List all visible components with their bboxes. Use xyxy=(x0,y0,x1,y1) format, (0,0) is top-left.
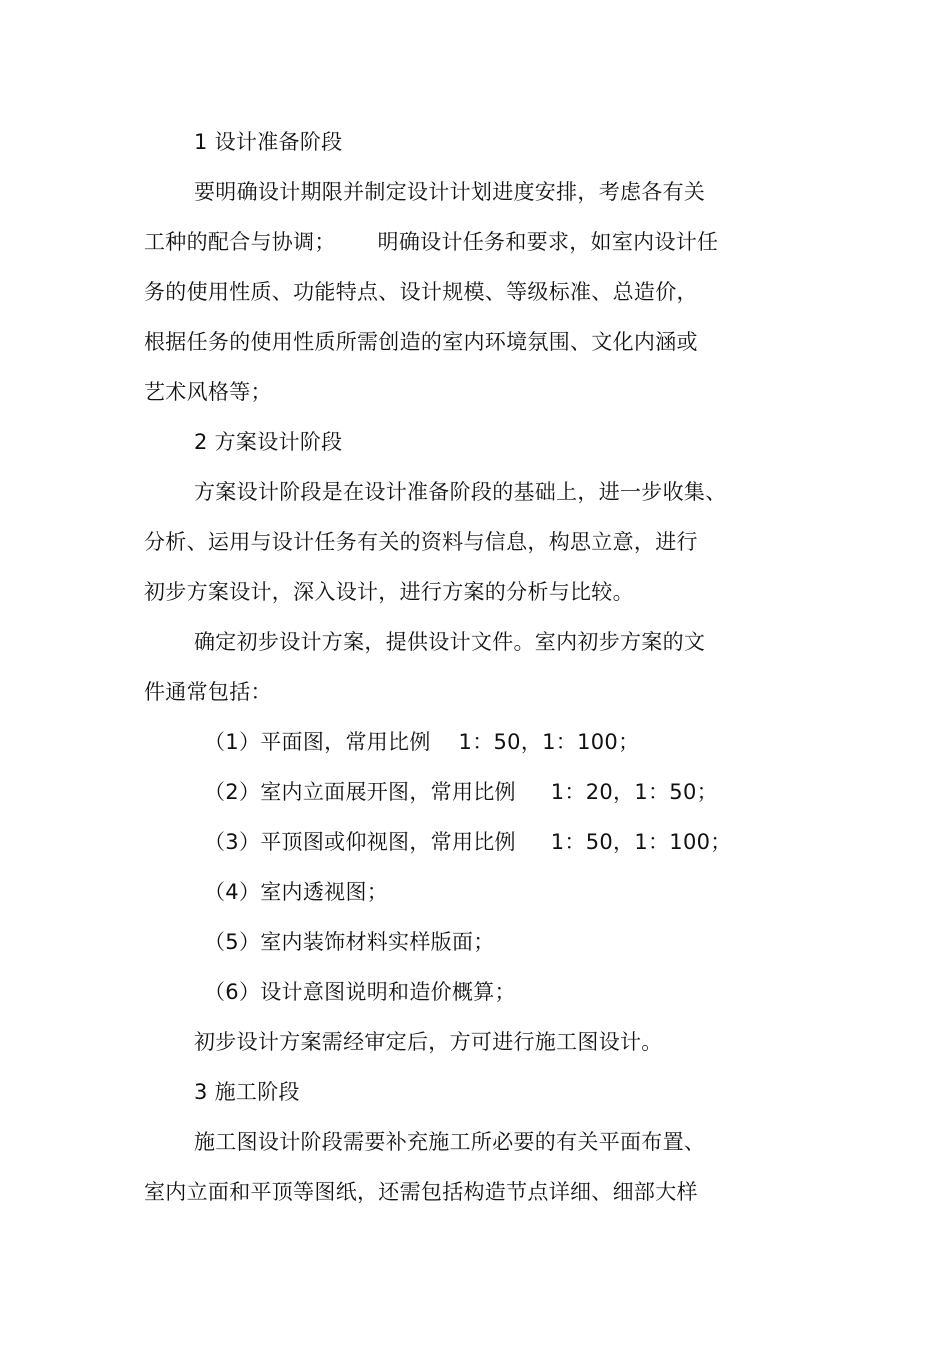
list-item: （1）平面图，常用比例 1：50，1：100； xyxy=(204,730,640,754)
list-item: （2）室内立面展开图，常用比例 1：20，1：50； xyxy=(204,780,718,804)
paragraph-line: 确定初步设计方案，提供设计文件。室内初步方案的文 xyxy=(194,630,706,654)
list-item: （4）室内透视图； xyxy=(204,880,389,904)
heading-scheme-design: 2 方案设计阶段 xyxy=(194,430,343,454)
paragraph-line: 件通常包括： xyxy=(144,680,272,704)
paragraph-line: 分析、运用与设计任务有关的资料与信息，构思立意，进行 xyxy=(144,530,698,554)
paragraph-line: 室内立面和平顶等图纸，还需包括构造节点详细、细部大样 xyxy=(144,1180,698,1204)
paragraph-line: 艺术风格等； xyxy=(144,380,272,404)
paragraph-line: 要明确设计期限并制定设计计划进度安排，考虑各有关 xyxy=(194,180,706,204)
paragraph-line: 施工图设计阶段需要补充施工所必要的有关平面布置、 xyxy=(194,1130,706,1154)
paragraph-line: 根据任务的使用性质所需创造的室内环境氛围、文化内涵或 xyxy=(144,330,698,354)
list-item: （3）平顶图或仰视图，常用比例 1：50，1：100； xyxy=(204,830,732,854)
paragraph-line: 务的使用性质、功能特点、设计规模、等级标准、总造价， xyxy=(144,280,698,304)
paragraph-line: 初步设计方案需经审定后，方可进行施工图设计。 xyxy=(194,1030,663,1054)
paragraph-line: 工种的配合与协调； 明确设计任务和要求，如室内设计任 xyxy=(144,230,719,254)
list-item: （6）设计意图说明和造价概算； xyxy=(204,980,516,1004)
heading-construction: 3 施工阶段 xyxy=(194,1080,300,1104)
paragraph-line: 初步方案设计，深入设计，进行方案的分析与比较。 xyxy=(144,580,634,604)
list-item: （5）室内装饰材料实样版面； xyxy=(204,930,495,954)
paragraph-line: 方案设计阶段是在设计准备阶段的基础上，进一步收集、 xyxy=(194,480,727,504)
heading-design-preparation: 1 设计准备阶段 xyxy=(194,130,343,154)
